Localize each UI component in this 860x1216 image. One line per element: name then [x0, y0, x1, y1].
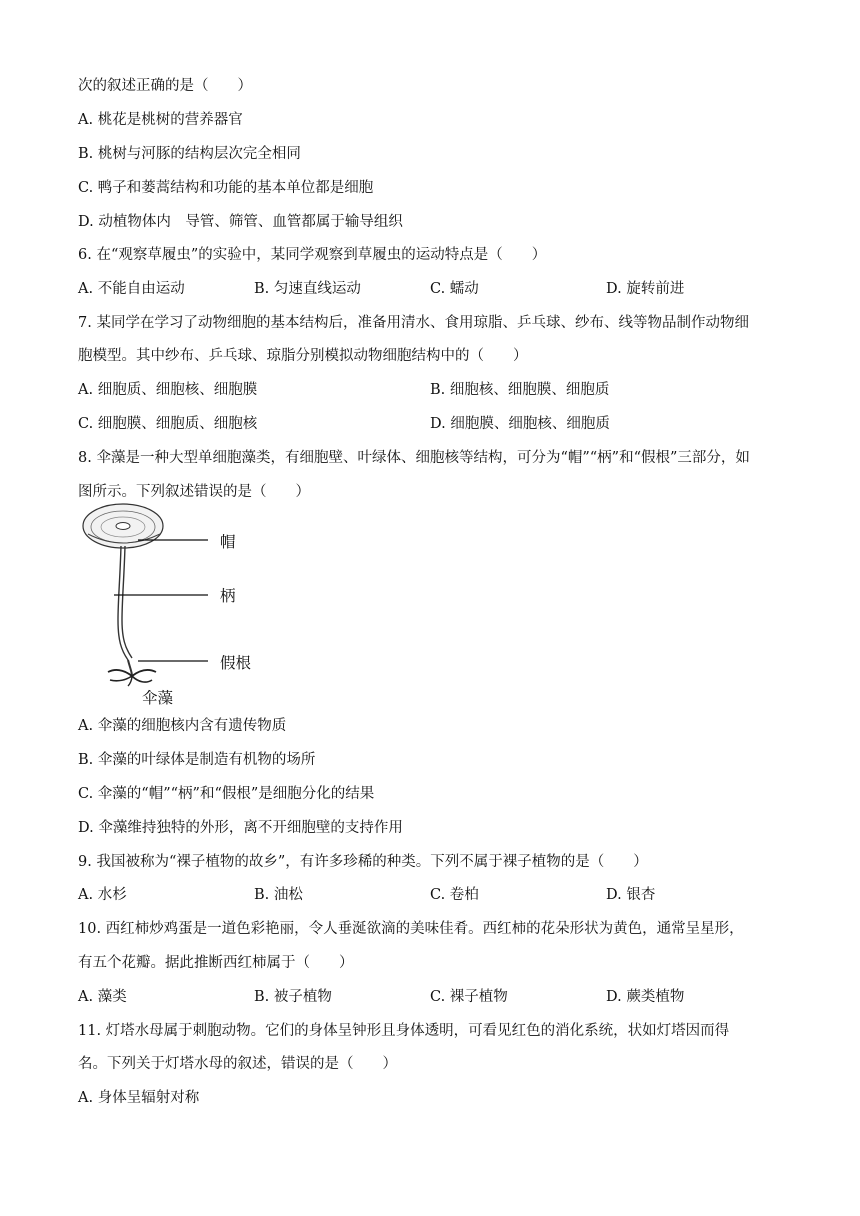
q6-option-b: B. 匀速直线运动	[254, 281, 361, 297]
acetabularia-illustration	[78, 500, 278, 715]
label-stalk: 柄	[220, 587, 236, 605]
q11-option-a: A. 身体呈辐射对称	[78, 1090, 200, 1106]
q8-option-b: B. 伞藻的叶绿体是制造有机物的场所	[78, 752, 316, 768]
q10-stem-line1: 10. 西红柿炒鸡蛋是一道色彩艳丽，令人垂涎欲滴的美味佳肴。西红柿的花朵形状为黄色，通常呈星形，	[78, 921, 744, 937]
q5-option-c: C. 鸭子和蒌蒿结构和功能的基本单位都是细胞	[78, 180, 374, 196]
q8-stem-line2: 图所示。下列叙述错误的是（ ）	[78, 484, 310, 500]
figure-caption: 伞藻	[142, 689, 174, 707]
q8-option-d: D. 伞藻维持独特的外形，离不开细胞壁的支持作用	[78, 820, 403, 836]
q5-option-a: A. 桃花是桃树的营养器官	[78, 112, 243, 128]
q8-stem-line1: 8. 伞藻是一种大型单细胞藻类，有细胞壁、叶绿体、细胞核等结构，可分为“帽”“柄”和“假根”三部分，如	[78, 450, 750, 466]
q5-stem-tail: 次的叙述正确的是（ ）	[78, 78, 252, 94]
q10-option-c: C. 裸子植物	[430, 989, 508, 1005]
q7-stem-line2: 胞模型。其中纱布、乒乓球、琼脂分别模拟动物细胞结构中的（ ）	[78, 348, 528, 364]
q6-stem: 6. 在“观察草履虫”的实验中，某同学观察到草履虫的运动特点是（ ）	[78, 247, 547, 263]
q8-option-a: A. 伞藻的细胞核内含有遗传物质	[78, 718, 287, 734]
q9-option-d: D. 银杏	[606, 887, 656, 903]
q7-option-c: C. 细胞膜、细胞质、细胞核	[78, 416, 258, 432]
q5-option-d: D. 动植物体内 导管、筛管、血管都属于输导组织	[78, 214, 403, 230]
q7-option-a: A. 细胞质、细胞核、细胞膜	[78, 382, 258, 398]
q10-option-b: B. 被子植物	[254, 989, 332, 1005]
acetabularia-figure	[78, 500, 278, 715]
q9-option-b: B. 油松	[254, 887, 303, 903]
q10-option-a: A. 藻类	[78, 989, 127, 1005]
q7-stem-line1: 7. 某同学在学习了动物细胞的基本结构后，准备用清水、食用琼脂、乒乓球、纱布、线等物品制作动物细	[78, 315, 749, 331]
q10-option-d: D. 蕨类植物	[606, 989, 685, 1005]
q11-stem-line2: 名。下列关于灯塔水母的叙述，错误的是（ ）	[78, 1056, 397, 1072]
q6-option-a: A. 不能自由运动	[78, 281, 185, 297]
q6-option-d: D. 旋转前进	[606, 281, 685, 297]
label-rhizoid: 假根	[220, 654, 252, 672]
q11-stem-line1: 11. 灯塔水母属于刺胞动物。它们的身体呈钟形且身体透明，可看见红色的消化系统，状如灯塔因而得	[78, 1023, 730, 1039]
q7-option-d: D. 细胞膜、细胞核、细胞质	[430, 416, 610, 432]
q9-option-a: A. 水杉	[78, 887, 127, 903]
q8-option-c: C. 伞藻的“帽”“柄”和“假根”是细胞分化的结果	[78, 786, 375, 802]
q6-option-c: C. 蠕动	[430, 281, 479, 297]
q10-stem-line2: 有五个花瓣。据此推断西红柿属于（ ）	[78, 955, 354, 971]
q9-stem: 9. 我国被称为“裸子植物的故乡”，有许多珍稀的种类。下列不属于裸子植物的是（ ）	[78, 854, 648, 870]
q5-option-b: B. 桃树与河豚的结构层次完全相同	[78, 146, 301, 162]
q7-option-b: B. 细胞核、细胞膜、细胞质	[430, 382, 610, 398]
q9-option-c: C. 卷柏	[430, 887, 479, 903]
label-cap: 帽	[220, 533, 236, 551]
